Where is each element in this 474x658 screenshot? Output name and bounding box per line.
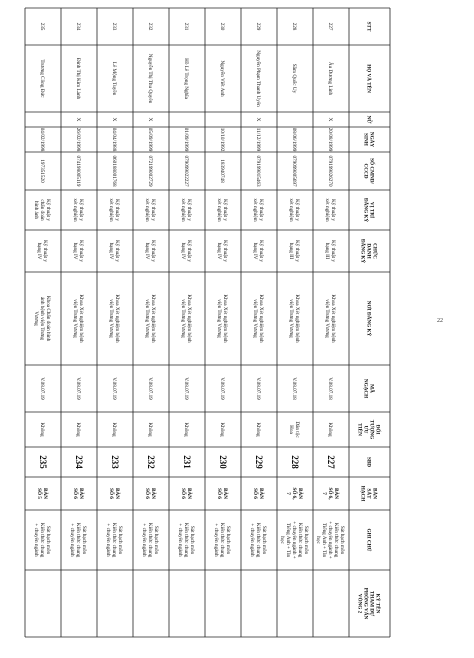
- row-code: V.08.07.18: [327, 377, 334, 400]
- row-position: Kỹ thuật ychẩn đoánhình ảnh: [33, 199, 52, 221]
- row-title: Kỹ thuật yhạng IV: [180, 240, 193, 262]
- row-sbd: 235: [37, 455, 48, 469]
- row-dob: 08/06/1999: [291, 127, 298, 152]
- row-note: Sát hạch mônKiến thức chung+ chuyên ngành: [69, 522, 88, 558]
- row-priority: Không: [183, 422, 190, 437]
- row-priority: Không: [219, 422, 226, 437]
- row-dob: 26/02/1998: [75, 127, 82, 152]
- row-dob: 11/12/1999: [255, 127, 262, 152]
- row-id: 197351520: [39, 159, 46, 183]
- row-priority: Không: [111, 422, 118, 437]
- row-code: V.08.07.19: [75, 377, 82, 400]
- row-priority: Dân tộcHoa: [288, 421, 301, 438]
- row-title: Kỹ thuật yhạng III: [288, 240, 301, 262]
- row-code: V.08.07.19: [147, 377, 154, 400]
- row-dob: 20/08/1999: [327, 127, 334, 152]
- row-title: Kỹ thuật yhạng IV: [252, 240, 265, 262]
- row-name: Nguyễn Phạm Thanh Uyên: [255, 50, 262, 107]
- row-table: BÀNSỐ 6: [108, 488, 121, 499]
- row-female: X: [147, 117, 154, 122]
- row-code: V.08.07.19: [219, 377, 226, 400]
- row-note: Sát hạch mônKiến thức chung+ chuyên ngành: [33, 522, 52, 558]
- row-note: Sát hạch mônKiến thức chung+ chuyên ngành: [213, 522, 232, 558]
- header-cell: VỊ TRÍĐĂNG KÝ: [362, 197, 375, 223]
- row-code: V.08.07.19: [39, 377, 46, 400]
- row-sbd: 234: [73, 455, 84, 469]
- row-code: V.08.07.18: [291, 377, 298, 400]
- row-table: BÀNSỐ 6,7: [321, 487, 340, 500]
- row-place: Khoa Chẩn đoán hìnhảnh bệnh viện TrưngVương: [33, 295, 52, 342]
- row-stt: 232: [147, 22, 154, 31]
- page-number: 22: [437, 318, 443, 324]
- row-dob: 10/10/1992: [219, 127, 226, 152]
- row-position: Kỹ thuật yxét nghiệm: [324, 198, 337, 222]
- row-stt: 234: [75, 22, 82, 31]
- row-name: Lê Mộng Tuyền: [111, 61, 118, 96]
- row-title: Kỹ thuật yhạng IV: [108, 240, 121, 262]
- row-note: Sát hạch mônKiến thức chung+ chuyên ngành: [141, 522, 160, 558]
- row-dob: 04/04/1988: [111, 127, 118, 152]
- row-priority: Không: [327, 422, 334, 437]
- row-code: V.08.07.19: [255, 377, 262, 400]
- row-id: 183940748: [219, 159, 226, 183]
- row-place: Khoa Xét nghiệm bệnhviện Trưng Vương: [108, 294, 121, 343]
- header-cell: CHỨCDANHĐĂNG KÝ: [359, 238, 378, 264]
- row-place: Khoa Xét nghiệm bệnhviện Trưng Vương: [144, 294, 157, 343]
- row-table: BÀNSỐ 6: [72, 488, 85, 499]
- row-id: 060188001768: [111, 155, 118, 187]
- row-position: Kỹ thuật yxét nghiệm: [216, 198, 229, 222]
- row-position: Kỹ thuật yxét nghiệm: [108, 198, 121, 222]
- row-stt: 228: [291, 22, 298, 31]
- row-female: X: [111, 117, 118, 122]
- row-note: Sát hạch mônKiến thức chung+ chuyên ngành: [177, 522, 196, 558]
- header-cell: MÃNGẠCH: [362, 378, 375, 399]
- row-note: Sát hạch mônKiến thức chung+ chuyên ngành +Tiếng Anh + Tinhọc: [279, 521, 310, 559]
- row-priority: Không: [39, 422, 46, 437]
- row-position: Kỹ thuật yxét nghiệm: [72, 198, 85, 222]
- header-cell: NGÀYSINH: [362, 131, 375, 148]
- row-name: Sầm Quốc Uy: [291, 63, 298, 94]
- row-sbd: 227: [325, 455, 336, 469]
- header-cell: NƠI ĐĂNG KÝ: [365, 300, 372, 337]
- row-place: Khoa Xét nghiệm bệnhviện Trưng Vương: [180, 294, 193, 343]
- row-stt: 231: [183, 22, 190, 31]
- row-position: Kỹ thuật yxét nghiệm: [144, 198, 157, 222]
- row-stt: 235: [39, 22, 46, 31]
- row-name: Trương Công Đức: [39, 59, 46, 98]
- row-note: Sát hạch mônKiến thức chung+ chuyên ngành: [105, 522, 124, 558]
- row-dob: 05/09/1999: [147, 127, 154, 152]
- row-title: Kỹ thuật yhạng IV: [36, 240, 49, 262]
- row-table: BÀNSỐ 6,7: [285, 487, 304, 500]
- row-position: Kỹ thuật yxét nghiệm: [252, 198, 265, 222]
- row-sbd: 228: [289, 455, 300, 469]
- row-name: Âu Dương Linh: [327, 61, 334, 96]
- header-cell: SỐ CMND/CCCD: [362, 158, 375, 184]
- row-stt: 229: [255, 22, 262, 31]
- row-table: BÀNSỐ 6: [144, 488, 157, 499]
- row-sbd: 229: [253, 455, 264, 469]
- row-id: 079199015463: [255, 155, 262, 187]
- row-title: Kỹ thuật yhạng IV: [72, 240, 85, 262]
- header-cell: SBD: [365, 456, 372, 468]
- row-id: 079099022227: [183, 155, 190, 187]
- row-note: Sát hạch mônKiến thức chung+ chuyên ngành +Tiếng Anh + Tinhọc: [315, 521, 346, 559]
- row-stt: 227: [327, 22, 334, 31]
- row-table: BÀNSỐ 6: [252, 488, 265, 499]
- row-table: BÀNSỐ 5: [36, 488, 49, 499]
- row-female: X: [75, 117, 82, 122]
- row-stt: 233: [111, 22, 118, 31]
- header-cell: KÝ TÊNTHAM DỰPHỎNG VẤNVÒNG 2: [356, 587, 381, 620]
- row-sbd: 230: [217, 455, 228, 469]
- row-title: Kỹ thuật yhạng III: [324, 240, 337, 262]
- header-cell: NỮ: [365, 115, 372, 124]
- row-sbd: 231: [181, 455, 192, 469]
- row-position: Kỹ thuật yxét nghiệm: [180, 198, 193, 222]
- row-id: 072199002729: [147, 155, 154, 187]
- row-name: Đinh Thị Kim Lành: [75, 57, 82, 100]
- row-dob: 01/09/1999: [183, 127, 190, 152]
- row-table: BÀNSỐ 6: [216, 488, 229, 499]
- row-place: Khoa Xét nghiệm bệnhviện Trưng Vương: [72, 294, 85, 343]
- row-title: Kỹ thuật yhạng IV: [144, 240, 157, 262]
- header-cell: HỌ VÀ TÊN: [365, 64, 372, 93]
- row-place: Khoa Xét nghiệm bệnhviện Trưng Vương: [216, 294, 229, 343]
- row-sbd: 232: [145, 455, 156, 469]
- row-title: Kỹ thuật yhạng IV: [216, 240, 229, 262]
- row-place: Khoa Xét nghiệm bệnhviện Trưng Vương: [252, 294, 265, 343]
- row-note: Sát hạch mônKiến thức chung+ chuyên ngành: [249, 522, 268, 558]
- row-place: Khoa Xét nghiệm bệnhviện Trưng Vương: [324, 294, 337, 343]
- header-cell: GHI CHÚ: [365, 528, 372, 552]
- row-name: Nguyễn Thị Thu Quyên: [147, 53, 154, 104]
- row-id: 079099005697: [291, 155, 298, 187]
- row-name: Nguyễn Viết Anh: [219, 60, 226, 97]
- header-cell: BÀNSÁTHẠCH: [359, 485, 378, 502]
- row-priority: Không: [75, 422, 82, 437]
- row-place: Khoa Xét nghiệm bệnhviện Trưng Vương: [288, 294, 301, 343]
- header-cell: STT: [365, 21, 372, 32]
- row-id: 079199026270: [327, 155, 334, 187]
- row-priority: Không: [147, 422, 154, 437]
- header-cell: ĐỐITƯỢNGƯUTIÊN: [356, 419, 381, 440]
- row-dob: 04/02/1998: [39, 127, 46, 152]
- row-female: X: [255, 117, 262, 122]
- row-code: V.08.07.19: [111, 377, 118, 400]
- row-priority: Không: [255, 422, 262, 437]
- row-female: X: [327, 117, 334, 122]
- row-table: BÀNSỐ 6: [180, 488, 193, 499]
- row-sbd: 233: [109, 455, 120, 469]
- row-id: 074198005119: [75, 155, 82, 187]
- row-stt: 230: [219, 22, 226, 31]
- row-name: Hồ Lê Trọng Nghĩa: [183, 58, 190, 99]
- row-position: Kỹ thuật yxét nghiệm: [288, 198, 301, 222]
- row-code: V.08.07.19: [183, 377, 190, 400]
